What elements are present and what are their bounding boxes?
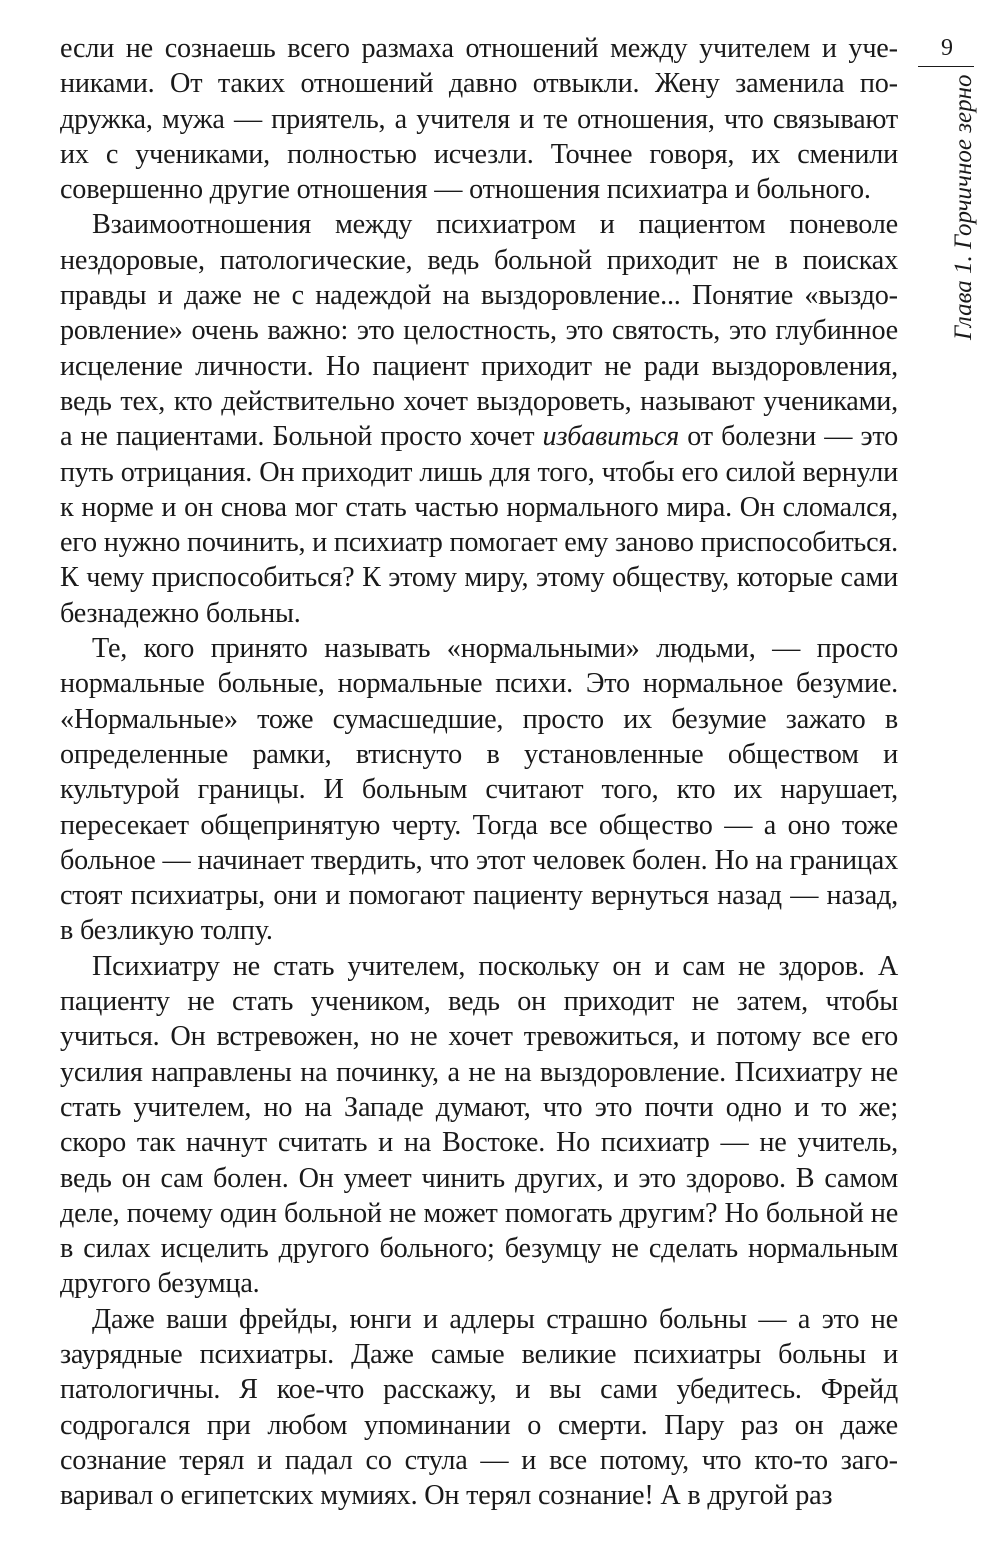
paragraph bbox=[60, 631, 898, 949]
paragraph-text: Психиатру не стать учителем, поскольку он и сам не здоров. А пациенту не стать учеником, ведь он приходит не затем, чтобы учиться. Он встревожен, но не хочет тревожиться, и потому все его усилия направлены на починку, а не на выздоровление. Психиатру не стать учителем, но на Западе думают, что это почти одно и то же; скоро так начнут считать и на Востоке. Но психиатр — не учитель, ведь он сам болен. Он умеет чинить других, и это здорово. В самом деле, почему один больной не может помогать другим? Но больной не в силах исцелить другого больного; безумцу не сделать нормальным другого безумца. bbox=[60, 950, 898, 1300]
paragraph bbox=[60, 1302, 898, 1514]
paragraph-text: если не сознаешь всего размаха отношений между учителем и учениками. От таких отношений давно отвыкли. Жену заменила подружка, мужа — приятель, а учителя и те отношения, что связывают их с учениками, полностью исчезли. Точнее говоря, их сменили совершенно другие отношения — отношения психиатра и больного. bbox=[60, 33, 898, 206]
emphasis-text: избавиться bbox=[542, 421, 680, 453]
running-head: Глава 1. Горчичное зерно bbox=[950, 75, 977, 341]
paragraph bbox=[60, 207, 898, 631]
paragraph-text: Взаимоотношения между психиатром и пациентом поневоле нездоровые, патологические, ведь больной приходит не в поисках правды и даже не с надеждой на выздоровление... Понятие «выздоровление» очень важно: это целостность, это святость, это глубинное исцеление личности. Но пациент приходит не ради выздоровления, ведь тех, кто действительно хочет выздороветь, называют учениками, а не пациентами. Больной просто хочет bbox=[60, 209, 898, 453]
body-text bbox=[60, 31, 898, 1513]
paragraph bbox=[60, 31, 898, 207]
paragraph-text: от болезни — это путь отрицания. Он приходит лишь для того, чтобы его силой вернули к норме и он снова мог стать частью нормального мира. Он сломался, его нужно починить, и психиатр помогает ему заново приспособиться. К чему приспособиться? К этому миру, этому обществу, которые сами безнадежно больны. bbox=[60, 421, 899, 629]
page-number: 9 bbox=[941, 35, 953, 61]
paragraph bbox=[60, 949, 898, 1302]
paragraph-text: Даже ваши фрейды, юнги и адлеры страшно больны — а это не заурядные психиатры. Даже самые великие психиатры больны и патологичны. Я кое-что расскажу, и вы сами убедитесь. Фрейд содрогался при любом упоминании о смерти. Пару раз он даже сознание терял и падал со стула — и все потому, что кто-то заговаривал о египетских мумиях. Он терял сознание! А в другой раз bbox=[60, 1303, 898, 1512]
header-rule bbox=[918, 66, 974, 67]
paragraph-text: Те, кого принято называть «нормальными» людьми, — просто нормальные больные, нормальные психи. Это нормальное безумие. «Нормальные» тоже сумасшедшие, просто их безумие зажато в определенные рамки, втиснуто в установленные обществом и культурой границы. И больным считают того, кто их нарушает, пересекает общепринятую черту. Тогда все общество — а оно тоже больное — начинает твердить, что этот человек болен. Но на границах стоят психиатры, они и помогают пациенту вернуться назад — назад, в безликую толпу. bbox=[60, 633, 898, 947]
